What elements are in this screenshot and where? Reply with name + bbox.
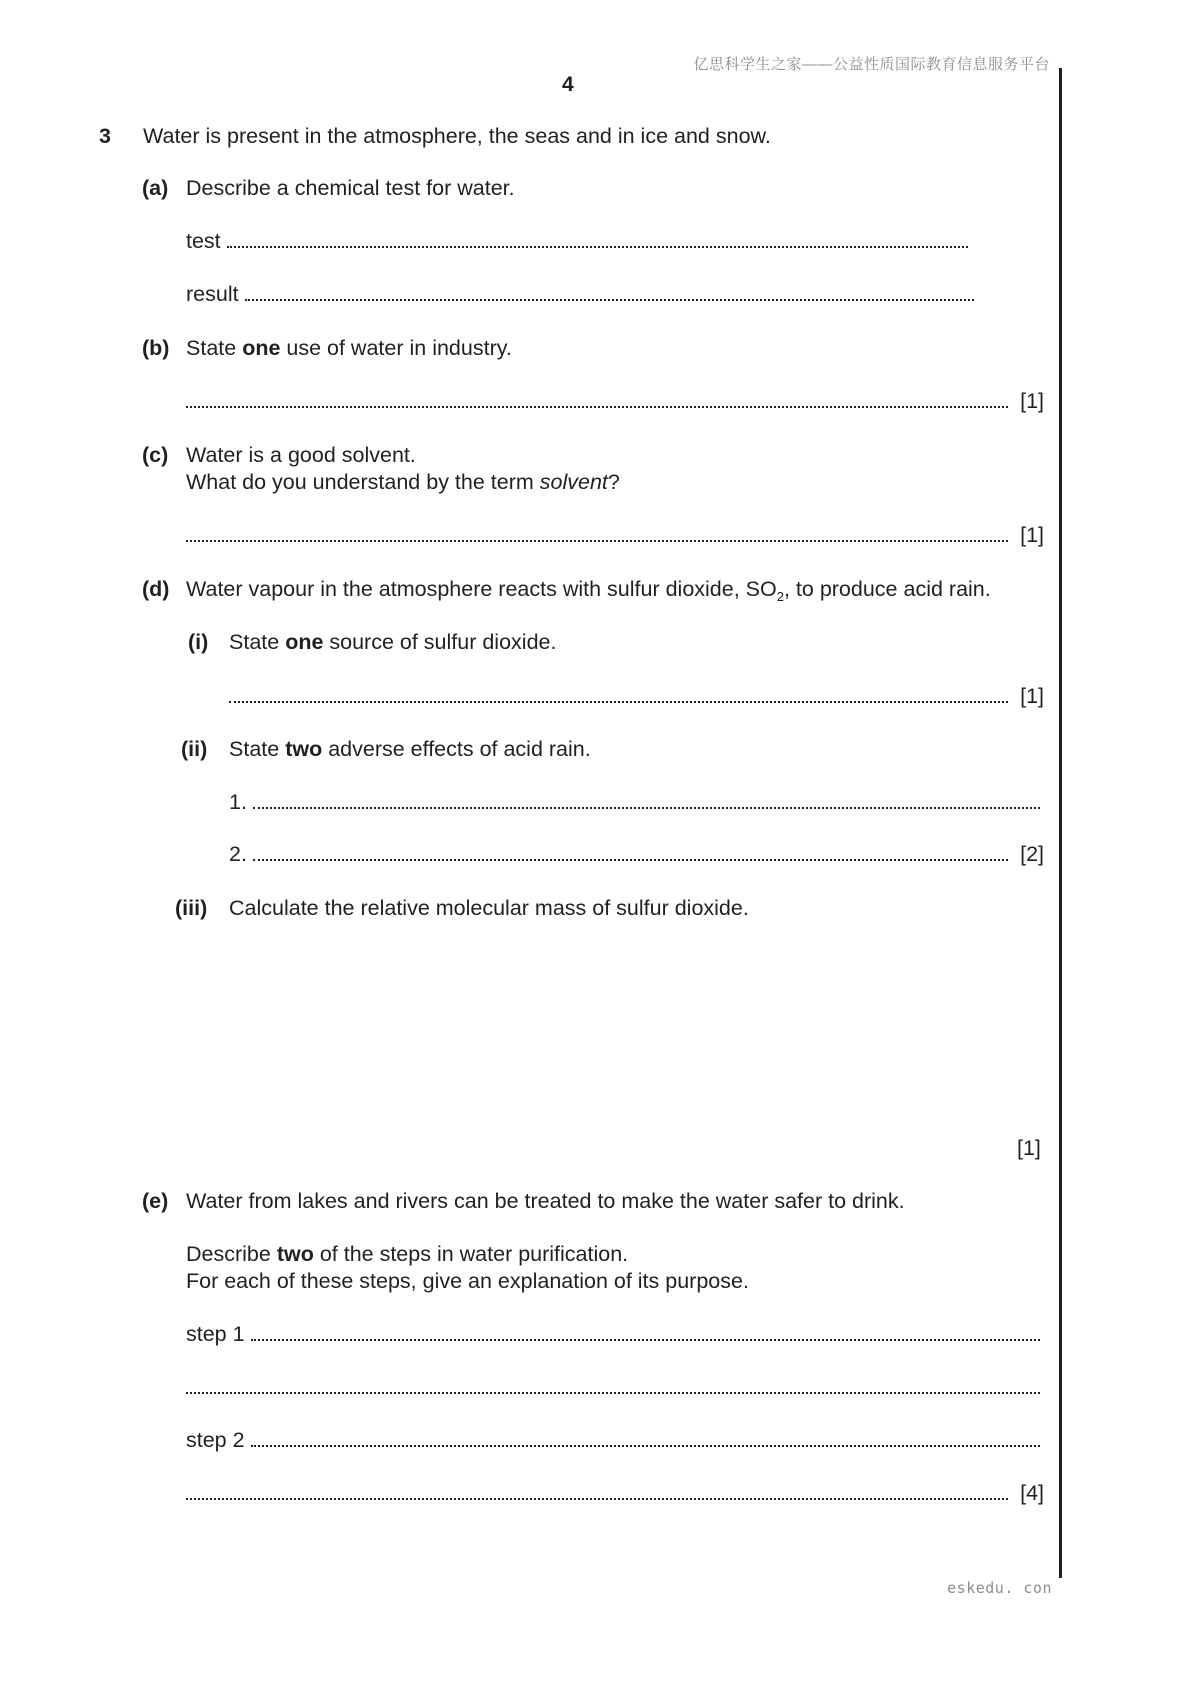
- part-c-marks: [1]: [1020, 523, 1044, 547]
- part-e-step1-answer-line[interactable]: [186, 1320, 1040, 1348]
- part-d-i-text: [229, 629, 556, 656]
- question-number: 3: [99, 124, 111, 148]
- part-d-i-text-after: source of sulfur dioxide.: [323, 630, 557, 654]
- part-e-step1-continuation-line[interactable]: [186, 1373, 1040, 1401]
- page-number: 4: [562, 73, 574, 96]
- part-e-line2: For each of these steps, give an explanation of its purpose.: [186, 1269, 749, 1293]
- part-d-i-label: (i): [188, 630, 209, 654]
- part-b-text-bold: one: [242, 336, 281, 360]
- part-d-ii-item1-label: 1.: [229, 790, 247, 814]
- answer-dots: [186, 387, 1008, 408]
- part-d-ii-item1-answer-line[interactable]: [229, 788, 1040, 816]
- part-d-i-answer-line[interactable]: [229, 682, 1044, 710]
- part-e-step1-label: step 1: [186, 1322, 245, 1346]
- answer-dots: [253, 788, 1040, 809]
- part-e-step2-answer-line[interactable]: [186, 1426, 1040, 1454]
- part-c-term: solvent: [539, 470, 608, 494]
- part-e-line1-bold: two: [276, 1242, 314, 1266]
- part-e-step2-label: step 2: [186, 1428, 245, 1452]
- part-e-line1: [186, 1241, 628, 1268]
- part-a-label: (a): [142, 176, 169, 200]
- part-b-label: (b): [142, 336, 170, 360]
- footer-site: eskedu. con: [947, 1579, 1052, 1597]
- question-stem: Water is present in the atmosphere, the seas and in ice and snow.: [143, 124, 771, 148]
- part-a-result-answer-line[interactable]: [186, 280, 974, 308]
- part-a-result-label: result: [186, 282, 239, 306]
- part-e-line1-after: of the steps in water purification.: [313, 1242, 629, 1266]
- answer-dots: [245, 280, 974, 301]
- part-c-line2-before: What do you understand by the term: [186, 470, 540, 494]
- part-b-text-after: use of water in industry.: [280, 336, 512, 360]
- answer-dots: [186, 1373, 1040, 1394]
- part-d-ii-text: [229, 736, 591, 763]
- answer-dots: [186, 521, 1008, 542]
- part-b-answer-line[interactable]: [186, 387, 1044, 415]
- answer-dots: [227, 227, 968, 248]
- part-d-iii-text: Calculate the relative molecular mass of sulfur dioxide.: [229, 896, 749, 920]
- part-d-text-after: , to produce acid rain.: [783, 577, 991, 601]
- part-e-label: (e): [142, 1189, 169, 1213]
- part-d-subscript: 2: [776, 589, 784, 604]
- part-e-line1-before: Describe: [186, 1242, 277, 1266]
- part-d-i-text-bold: one: [285, 630, 324, 654]
- part-c-line2: [186, 469, 620, 496]
- part-d-label: (d): [142, 577, 170, 601]
- part-d-ii-text-before: State: [229, 737, 286, 761]
- part-a-test-label: test: [186, 229, 221, 253]
- part-d-i-marks: [1]: [1020, 684, 1044, 708]
- part-d-ii-text-after: adverse effects of acid rain.: [322, 737, 591, 761]
- part-b-text-before: State: [186, 336, 243, 360]
- part-d-ii-label: (ii): [181, 737, 208, 761]
- answer-dots: [251, 1426, 1040, 1447]
- part-d-i-text-before: State: [229, 630, 286, 654]
- part-d-text: [186, 576, 991, 603]
- part-d-ii-marks: [2]: [1020, 842, 1044, 866]
- part-e-marks: [4]: [1020, 1481, 1044, 1505]
- part-a-test-answer-line[interactable]: [186, 227, 968, 255]
- part-b-marks: [1]: [1020, 389, 1044, 413]
- part-d-text-before: Water vapour in the atmosphere reacts with sulfur dioxide, SO: [186, 577, 777, 601]
- header-watermark: 亿思科学生之家——公益性质国际教育信息服务平台: [693, 56, 1050, 73]
- part-d-iii-marks: [1]: [1017, 1136, 1041, 1160]
- part-c-line1: Water is a good solvent.: [186, 443, 416, 467]
- answer-dots: [251, 1320, 1040, 1341]
- part-d-ii-item2-label: 2.: [229, 842, 247, 866]
- answer-dots: [186, 1479, 1008, 1500]
- part-e-text: Water from lakes and rivers can be treated to make the water safer to drink.: [186, 1189, 905, 1213]
- part-c-label: (c): [142, 443, 169, 467]
- part-a-text: Describe a chemical test for water.: [186, 176, 515, 200]
- margin-rule: [1059, 68, 1062, 1578]
- part-e-step2-continuation-line[interactable]: [186, 1479, 1044, 1507]
- part-d-ii-text-bold: two: [285, 737, 323, 761]
- answer-dots: [253, 840, 1008, 861]
- part-d-ii-item2-answer-line[interactable]: [229, 840, 1044, 868]
- part-b-text: [186, 335, 512, 362]
- part-c-answer-line[interactable]: [186, 521, 1044, 549]
- answer-dots: [229, 682, 1008, 703]
- part-d-iii-label: (iii): [175, 896, 208, 920]
- part-c-line2-after: ?: [607, 470, 620, 494]
